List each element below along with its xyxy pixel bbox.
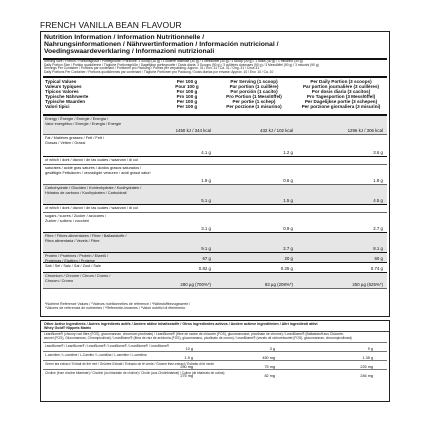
nutrient-label <box>45 186 141 195</box>
nutrient-value-vserv: 1.5 g <box>283 198 293 204</box>
ingredient-value-vserv: 3 g <box>269 346 275 351</box>
typical-values-line: Typische Nährwerte <box>45 93 89 99</box>
nutrient-value-v100: 9.1 g <box>201 246 211 252</box>
ingredient-value-vserv: 82 mg <box>264 373 275 378</box>
serving-line: Servings Per Container / Portions par contenant / Portionen pro Packung / Porties per verpakking: Approx. 31 / Env. 31 / Ca. 31 / Ong. 31 / Circa 31 <box>44 66 260 71</box>
nutrient-label-line: Valor energético / Energie / Energia / Energie <box>45 121 122 126</box>
nutrient-label-line: Fat / Matières grasses / Fett / Fett / <box>45 136 105 141</box>
nutrient-label-line: Energy / Énergie / Energie / Energía / <box>45 117 109 122</box>
footnote-line: *Valores de referencia de nutrientes / *Referentie-innames / *Valori nutritivi di riferimento <box>45 306 186 311</box>
per-100g-line: Pour 100 g <box>175 84 199 90</box>
nutrient-label-line: Proteínas / Eiwitten / Proteine <box>45 258 96 263</box>
nutrient-value-vserv: 20 g <box>284 256 293 262</box>
nutrient-label-line: of which / dont / davon / de las cuales / waarvan / di cui <box>45 158 138 163</box>
ingredient-label: Green tea extract / Extrait de thé vert / Grüntee-Extrakt / Extracto de té verde / Groene thee-extract / Estratto di tè verde <box>45 361 215 366</box>
typical-values-line: Típicos Valores <box>45 89 79 95</box>
nutrient-label-line: Protein / Protéines / Protein / Eiweiß / <box>45 254 109 259</box>
nutrient-label-line: of which / dont / davon / de las cuales / waarvan / di cui <box>45 206 138 211</box>
nutrient-value-v100: 67 g <box>202 256 211 262</box>
per-serving-line: Per portie (1 schep) <box>232 98 276 104</box>
nutrient-label <box>45 264 101 268</box>
nutrient-label-line: Salt / Sel / Salz / Sal / Zout / Sale <box>45 264 101 269</box>
typical-values-line: Typische Waarden <box>45 98 86 104</box>
nutrient-label <box>45 206 138 210</box>
typical-values-line: Valeurs typiques <box>45 84 82 90</box>
nutrient-row <box>43 135 387 157</box>
ingredient-label: LeanBiome® / LeanBiome® / LeanBiome® / LeanBiome® / LeanBiome® / LeanBiome® <box>45 343 170 348</box>
nutrient-row <box>43 253 387 263</box>
per-serving-line: Pro Portion (1 Messlöffel) <box>226 93 282 99</box>
nutrient-label <box>45 117 121 126</box>
nutrient-value-vdaily: 1.8 g <box>373 178 383 184</box>
nutrient-row <box>43 116 387 135</box>
nutrient-label-line: Chromium / Chrome / Chrom / Cromo / <box>45 274 111 279</box>
nutrient-label-line: Carbohydrate / Glucides / Kohlenhydrate / Koolhydraten / <box>45 186 142 191</box>
nutrient-value-v100: 1450 kJ / 344 kcal <box>175 128 211 134</box>
nutrient-value-vdaily: 3.6 g <box>373 150 383 156</box>
nutrient-label-line: Hidratos de carbono / Koolhydraten / Carboidrati <box>45 190 127 195</box>
ingredient-label: L-carnitine / L-carnitine / L-Carnitin / L-carnitina / L-carnitine / L-carnitina <box>45 352 147 357</box>
ingredients-panel <box>40 320 390 402</box>
ingredient-value-v100: 275 mg <box>180 373 193 378</box>
ingredient-row <box>43 360 387 369</box>
nutrient-row <box>43 263 387 273</box>
ingredient-value-vserv: 450 mg <box>262 355 275 360</box>
typical-values-label <box>45 80 88 109</box>
ingredient-value-vdaily: 246 mg <box>360 373 373 378</box>
flavour-title: FRENCH VANILLA BEAN FLAVOUR <box>40 20 182 30</box>
ingredient-row <box>43 342 387 351</box>
nutrient-label <box>45 274 110 283</box>
nutrition-footnote <box>45 302 190 310</box>
nutrition-header-line: Voedingswaardeverklaring / Informazioni nutrizionali <box>44 48 215 56</box>
nutrient-value-vdaily: 0.74 g <box>370 266 383 272</box>
nutrient-row <box>43 205 387 213</box>
ingredients-header <box>41 321 389 332</box>
per-100g-header <box>161 80 213 109</box>
column-header-block <box>43 78 387 116</box>
nutrient-label <box>45 234 127 243</box>
nutrient-value-vdaily: 4.5 g <box>373 198 383 204</box>
per-serving-line: Par portion (1 cuillère) <box>229 84 279 90</box>
per-daily-line: Par portion journalière (3 cuillères) <box>302 84 380 90</box>
nutrient-label <box>45 166 151 175</box>
nutrient-row <box>43 213 387 233</box>
per-daily-line: Pro Tagesportion (3 Messlöffel) <box>306 93 376 99</box>
nutrient-value-vserv: 432 kJ / 102 kcal <box>260 128 293 134</box>
ingredient-value-v100: 250 mg <box>180 364 193 369</box>
serving-line: Daily Portions Per Container / Portions quotidiennes par contenant / Tägliche Portionen pro Packung / Dosis diarias por envase: Approx. 10 / Env. 10 / Ca. 10 <box>44 70 274 75</box>
nutrient-row <box>43 233 387 253</box>
nutrient-label <box>45 214 106 223</box>
nutrition-header-line: Nutrition Information / Information Nutritionnelle / <box>44 34 205 41</box>
nutrient-label-line: Fibre / Fibres alimentaires / Fiber / Ballaststoffe / <box>45 234 127 239</box>
nutrient-value-vdaily: 1296 kJ / 306 kcal <box>347 128 383 134</box>
ingredient-row <box>43 351 387 360</box>
per-serving-line: Por porción (1 cacito) <box>230 89 278 95</box>
nutrient-label <box>45 136 104 145</box>
ingredient-label: Choline (from choline bitartrate) / Choline (du bitartrate de choline) / Cholin (aus Cholinbitartrat) / Colina (de bitartrato de colina) <box>45 370 225 375</box>
nutrient-label <box>45 158 138 162</box>
nutrient-value-vserv: 2.7 g <box>283 246 293 252</box>
ingredients-text-line: wurzel (FOS), Glucomannan, Chrompicolinat) / LeanBiome® (fibra de raíz de achicoria (FOS), glucomanano, picolinato de cromo) / LeanBiome® (vezels uit cichoreiwortel (FOS), glucomannan, chroompicolinaat) <box>44 336 352 341</box>
nutrient-value-v100: 5.1 g <box>201 198 211 204</box>
nutrient-value-vdaily: 8.1 g <box>373 246 383 252</box>
ingredients-header-text: Other Active Ingredients / Autres ingrédients actifs / Andere aktive Inhaltsstoffe / Otros ingredientes activos / Andere actieve ingrediënten / Altri ingredienti attivi <box>44 322 318 326</box>
nutrient-row <box>43 157 387 165</box>
serving-line: Serving Size / Portion / Portionsgröße / Portiegrootte / Porzione: 1 Scoop (30 g) / 1 cuillère doseuse (30 g) / 1 Messlöffel (30 g) / 1 scoop (30 g) / 1 dosis (30 g) / 1 misurino (30 g) <box>44 58 303 63</box>
nutrient-value-v100: 3.1 g <box>201 226 211 232</box>
nutrient-value-vserv: 0.25 g <box>280 266 293 272</box>
ingredients-subheader: Whey Gold® Nippets Matrix <box>44 326 92 331</box>
per-100g-line: Per 100 g <box>176 79 198 85</box>
nutrient-value-v100: 280 µg (700%*) <box>180 282 211 288</box>
ingredient-value-vserv: 75 mg <box>264 364 275 369</box>
nutrient-label <box>45 254 108 263</box>
ingredient-value-vdaily: 9 g <box>367 346 373 351</box>
nutrient-label-line: Zucker / suikers / zuccheri <box>45 218 90 223</box>
nutrient-value-vserv: 0.6 g <box>283 178 293 184</box>
nutrition-panel <box>40 31 390 317</box>
serving-info <box>41 60 389 76</box>
ingredient-row <box>43 369 387 378</box>
nutrient-label-line: gesättigte Fettsäuren / verzadigde vetzuren / acidi grassi saturi <box>45 170 151 175</box>
nutrient-row <box>43 185 387 205</box>
nutrient-label-line: saturates / acide gras saturés / ácidos grasos saturados / <box>45 166 142 171</box>
nutrient-label-line: sugars / sucres / Zucker / azúcares / <box>45 214 107 219</box>
per-100g-line: Pro 100 g <box>176 93 198 99</box>
footnote-line: *Nutrient Reference Values / *Valeurs nutritionnelles de référence / *Nährstoffbezugswerte / <box>45 302 191 306</box>
nutrition-rows <box>43 116 387 289</box>
per-daily-line: Per Dagelijkse portie (3 schepen) <box>304 98 378 104</box>
nutrient-value-v100: 4.1 g <box>201 150 211 156</box>
typical-values-line: Valori tipici <box>45 103 70 109</box>
per-serving-line: Per porzione (1 misurino) <box>226 103 282 109</box>
nutrient-row <box>43 273 387 289</box>
ingredients-text <box>41 332 389 342</box>
nutrient-value-vserv: 0.9 g <box>283 226 293 232</box>
ingredient-value-vdaily: 1.35 g <box>362 355 373 360</box>
nutrient-row <box>43 165 387 185</box>
ingredient-value-v100: 10 g <box>185 346 193 351</box>
nutrient-value-v100: 1.9 g <box>201 178 211 184</box>
per-daily-header <box>295 80 387 109</box>
ingredient-value-vdaily: 225 mg <box>360 364 373 369</box>
per-100g-line: Por 100 g <box>176 89 198 95</box>
nutrient-label-line: Chroom / Cromo <box>45 278 74 283</box>
nutrient-value-vdaily: 60 g <box>374 256 383 262</box>
nutrient-label-line: Grasas / Vetten / Grassi <box>45 140 86 145</box>
ingredients-text-line: LeanBiome® (chicory root fibre (FOS), glucomannan, chromium picolinate) / LeanBiome® (fibre de racine de chicorée (FOS), glucomannane, picolinate de chrome) / LeanBiome® (Ballaststoff aus Chicorée- <box>44 332 345 337</box>
per-serving-line: Per Serving (1 scoop) <box>230 79 278 85</box>
per-daily-line: Per porzione giornaliera (3 misurini) <box>301 103 381 109</box>
per-daily-line: Por dosis diaria (3 cacitos) <box>311 89 371 95</box>
nutrition-header <box>41 32 389 57</box>
nutrient-value-v100: 0.82 g <box>198 266 211 272</box>
nutrient-value-vserv: 1.2 g <box>283 150 293 156</box>
per-100g-line: Per 100 g <box>176 98 198 104</box>
per-100g-line: Per 100 g <box>176 103 198 109</box>
nutrient-value-vdaily: 2.7 g <box>373 226 383 232</box>
nutrient-value-vserv: 83 µg (208%*) <box>264 282 293 288</box>
nutrient-value-vdaily: 250 µg (625%*) <box>352 282 383 288</box>
ingredient-value-v100: 1.5 g <box>184 355 193 360</box>
per-daily-line: Per Daily Portion (3 scoops) <box>310 79 372 85</box>
typical-values-line: Typical Values <box>45 79 77 85</box>
per-serving-header <box>215 80 293 109</box>
serving-line: Daily Portion Size / Portion quotidienne / Tägliche Portionsgröße / Dagelijkse portiegrootte / Dosis diaria: 3 Scoops (90 g) / 3 cuillères doseuses (90 g) / 3 Messlöffel (90 g) / 3 misurini (90 g) <box>44 62 319 67</box>
ingredient-rows <box>41 342 389 378</box>
nutrient-label-line: Fibra alimentaria / Vezels / Fibre <box>45 238 100 243</box>
nutrition-header-line: Nahrungsinformationen / Nährwertinformation / Información nutricional / <box>44 41 279 49</box>
